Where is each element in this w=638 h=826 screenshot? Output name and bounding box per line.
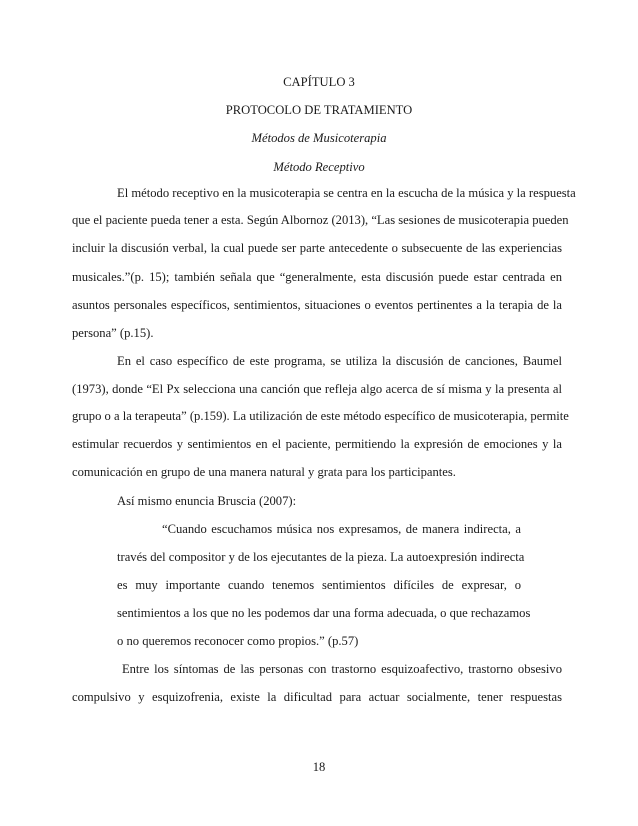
block-quote-line: o no queremos reconocer como propios.” (p.57) [117, 634, 359, 648]
paragraph-line: grupo o a la terapeuta” (p.159). La utilización de este método específico de musicoterapia, permite [72, 409, 569, 423]
block-quote-line: “Cuando escuchamos música nos expresamos, de manera indirecta, a [162, 522, 521, 536]
chapter-heading: CAPÍTULO 3 [283, 75, 355, 89]
subsubsection-title: Método Receptivo [273, 160, 365, 174]
paragraph-line: asuntos personales específicos, sentimientos, situaciones o eventos pertinentes a la terapia de la [72, 298, 562, 312]
paragraph-line: En el caso específico de este programa, se utiliza la discusión de canciones, Baumel [117, 354, 562, 368]
paragraph-line: comunicación en grupo de una manera natural y grata para los participantes. [72, 465, 456, 479]
block-quote-line: sentimientos a los que no les podemos dar una forma adecuada, o que rechazamos [117, 606, 531, 620]
paragraph-line: (1973), donde “El Px selecciona una canción que refleja algo acerca de sí misma y la presenta al [72, 382, 562, 396]
subsection-title: Métodos de Musicoterapia [251, 131, 387, 145]
paragraph-line: incluir la discusión verbal, la cual puede ser parte antecedente o subsecuente de las experiencias [72, 241, 562, 255]
paragraph-line: compulsivo y esquizofrenia, existe la dificultad para actuar socialmente, tener respuestas [72, 690, 562, 704]
block-quote-line: es muy importante cuando tenemos sentimientos difíciles de expresar, o [117, 578, 521, 592]
paragraph-line: Entre los síntomas de las personas con trastorno esquizoafectivo, trastorno obsesivo [117, 662, 562, 676]
paragraph-line: Así mismo enuncia Bruscia (2007): [117, 494, 297, 508]
paragraph-line: musicales.”(p. 15); también señala que “generalmente, esta discusión puede estar centrada en [72, 270, 562, 284]
block-quote-line: través del compositor y de los ejecutantes de la pieza. La autoexpresión indirecta [117, 550, 525, 564]
paragraph-line: que el paciente pueda tener a esta. Según Albornoz (2013), “Las sesiones de musicoterapia pueden [72, 213, 569, 227]
section-title: PROTOCOLO DE TRATAMIENTO [225, 103, 413, 117]
paragraph-line: El método receptivo en la musicoterapia se centra en la escucha de la música y la respuesta [117, 186, 576, 200]
paragraph-line: persona” (p.15). [72, 326, 154, 340]
page-number: 18 [312, 760, 326, 774]
paragraph-line: estimular recuerdos y sentimientos en el paciente, permitiendo la expresión de emociones y la [72, 437, 562, 451]
